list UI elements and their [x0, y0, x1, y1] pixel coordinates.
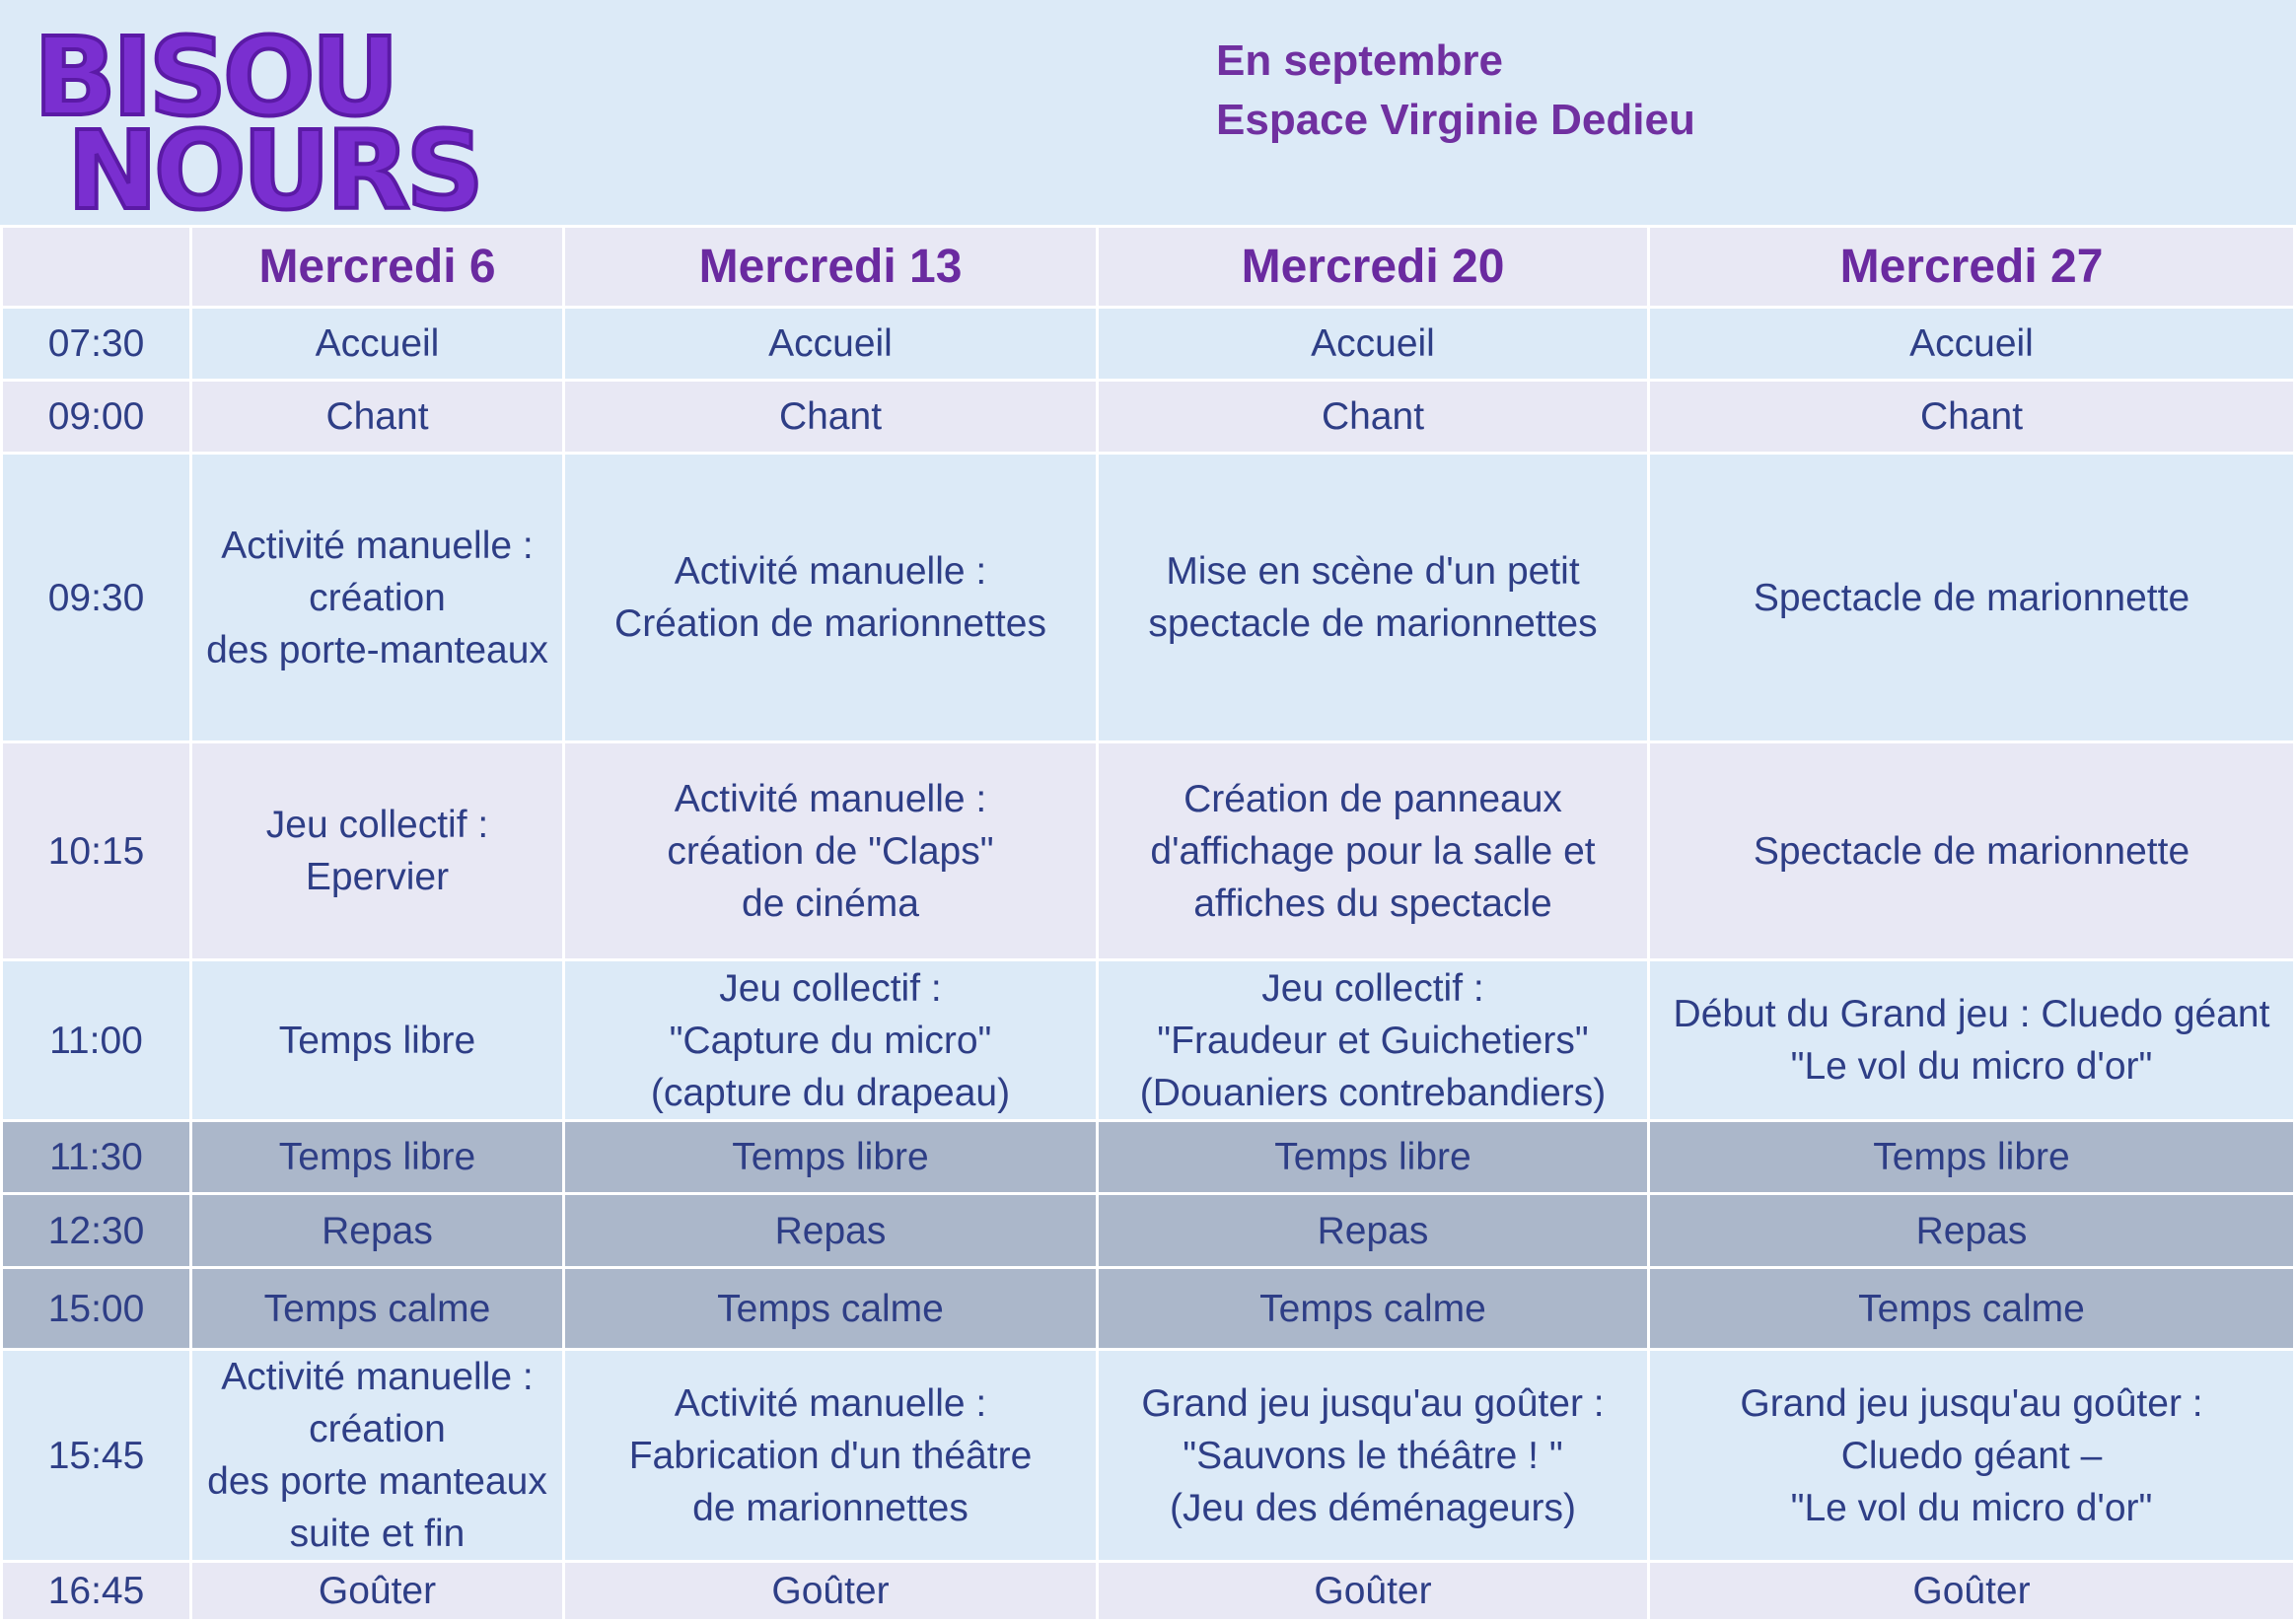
- activity-cell: Temps calme: [191, 1268, 564, 1350]
- activity-cell: Temps libre: [191, 1121, 564, 1194]
- corner-cell: [2, 227, 191, 308]
- activity-cell: Repas: [1098, 1194, 1649, 1268]
- activity-cell: Grand jeu jusqu'au goûter : "Sauvons le théâtre ! " (Jeu des déménageurs): [1098, 1350, 1649, 1562]
- schedule-row: [2, 1562, 2295, 1621]
- activity-cell: Chant: [1098, 381, 1649, 454]
- activity-cell: Activité manuelle : création de "Claps" de cinéma: [564, 742, 1098, 960]
- activity-cell: Jeu collectif : Epervier: [191, 742, 564, 960]
- activity-cell: Goûter: [191, 1562, 564, 1621]
- venue-title: Espace Virginie Dedieu: [1216, 96, 1695, 144]
- schedule-row: [2, 1121, 2295, 1194]
- activity-cell: Mise en scène d'un petit spectacle de marionnettes: [1098, 454, 1649, 742]
- activity-cell: Chant: [564, 381, 1098, 454]
- time-cell: 12:30: [2, 1194, 191, 1268]
- schedule-row: [2, 1350, 2295, 1562]
- activity-cell: Temps libre: [1649, 1121, 2295, 1194]
- time-cell: 11:00: [2, 960, 191, 1121]
- logo-line-1: BISOU: [34, 14, 395, 140]
- schedule-row: [2, 1268, 2295, 1350]
- activity-cell: Chant: [1649, 381, 2295, 454]
- schedule-row: [2, 742, 2295, 960]
- activity-cell: Spectacle de marionnette: [1649, 454, 2295, 742]
- activity-cell: Accueil: [564, 308, 1098, 381]
- activity-cell: Temps calme: [1098, 1268, 1649, 1350]
- activity-cell: Accueil: [191, 308, 564, 381]
- activity-cell: Activité manuelle : création des porte-manteaux: [191, 454, 564, 742]
- activity-cell: Temps libre: [191, 960, 564, 1121]
- activity-cell: Goûter: [1649, 1562, 2295, 1621]
- activity-cell: Début du Grand jeu : Cluedo géant "Le vol du micro d'or": [1649, 960, 2295, 1121]
- title-block: [1216, 32, 1695, 150]
- schedule-table: [0, 225, 2296, 1622]
- activity-cell: Temps calme: [1649, 1268, 2295, 1350]
- activity-cell: Temps libre: [564, 1121, 1098, 1194]
- day-header: Mercredi 6: [191, 227, 564, 308]
- activity-cell: Temps libre: [1098, 1121, 1649, 1194]
- activity-cell: Jeu collectif : "Capture du micro" (capture du drapeau): [564, 960, 1098, 1121]
- activity-cell: Repas: [1649, 1194, 2295, 1268]
- day-header-row: [2, 227, 2295, 308]
- activity-cell: Grand jeu jusqu'au goûter : Cluedo géant – "Le vol du micro d'or": [1649, 1350, 2295, 1562]
- page-header: [0, 0, 2293, 234]
- logo-line-2: NOURS: [67, 107, 480, 234]
- time-cell: 16:45: [2, 1562, 191, 1621]
- time-cell: 09:30: [2, 454, 191, 742]
- month-title: En septembre: [1216, 36, 1503, 85]
- activity-cell: Accueil: [1649, 308, 2295, 381]
- activity-cell: Accueil: [1098, 308, 1649, 381]
- schedule-row: [2, 381, 2295, 454]
- activity-cell: Chant: [191, 381, 564, 454]
- activity-cell: Activité manuelle : création des porte manteaux suite et fin: [191, 1350, 564, 1562]
- schedule-row: [2, 1194, 2295, 1268]
- activity-cell: Repas: [191, 1194, 564, 1268]
- time-cell: 10:15: [2, 742, 191, 960]
- activity-cell: Goûter: [564, 1562, 1098, 1621]
- schedule-row: [2, 308, 2295, 381]
- activity-cell: Goûter: [1098, 1562, 1649, 1621]
- time-cell: 15:00: [2, 1268, 191, 1350]
- activity-cell: Activité manuelle : Fabrication d'un théâtre de marionnettes: [564, 1350, 1098, 1562]
- time-cell: 15:45: [2, 1350, 191, 1562]
- time-cell: 09:00: [2, 381, 191, 454]
- day-header: Mercredi 27: [1649, 227, 2295, 308]
- schedule-row: [2, 960, 2295, 1121]
- time-cell: 07:30: [2, 308, 191, 381]
- activity-cell: Jeu collectif : "Fraudeur et Guichetiers" (Douaniers contrebandiers): [1098, 960, 1649, 1121]
- day-header: Mercredi 20: [1098, 227, 1649, 308]
- time-cell: 11:30: [2, 1121, 191, 1194]
- activity-cell: Repas: [564, 1194, 1098, 1268]
- activity-cell: Création de panneaux d'affichage pour la salle et affiches du spectacle: [1098, 742, 1649, 960]
- activity-cell: Temps calme: [564, 1268, 1098, 1350]
- activity-cell: Spectacle de marionnette: [1649, 742, 2295, 960]
- schedule-row: [2, 454, 2295, 742]
- activity-cell: Activité manuelle : Création de marionnettes: [564, 454, 1098, 742]
- day-header: Mercredi 13: [564, 227, 1098, 308]
- bisounours-logo: [30, 14, 480, 234]
